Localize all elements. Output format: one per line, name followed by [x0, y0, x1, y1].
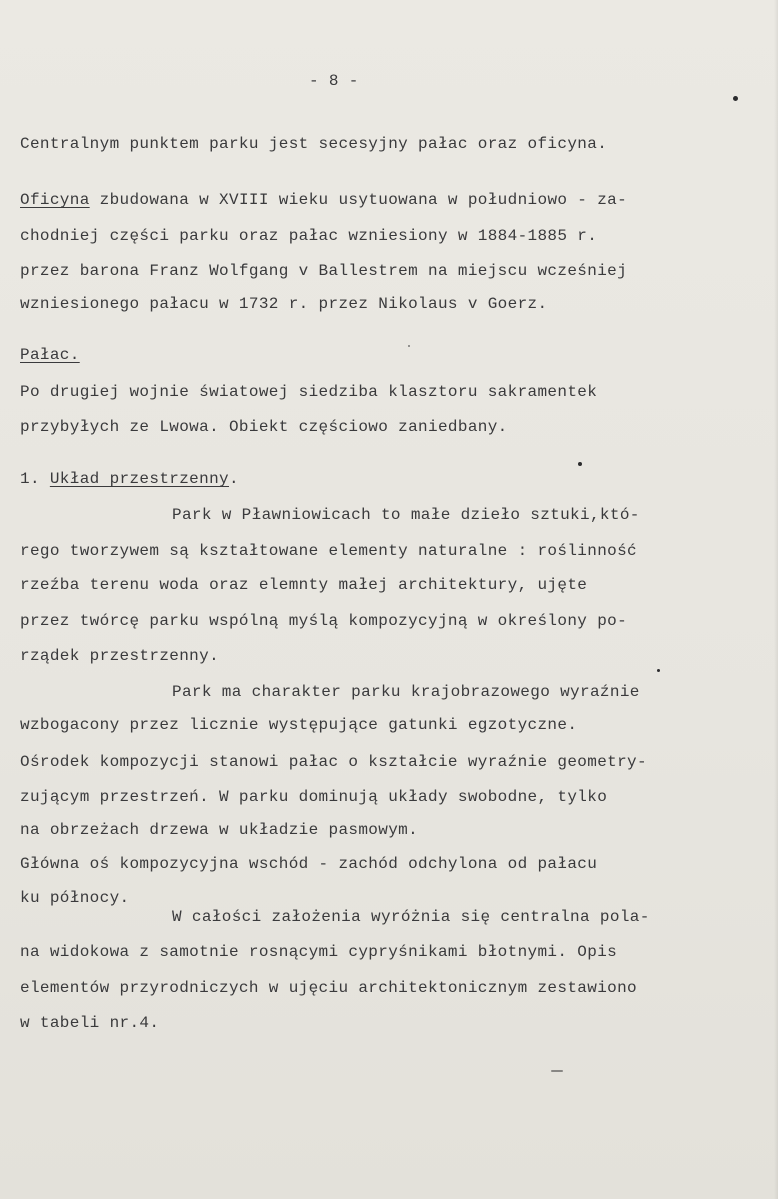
p2-line-2: wzbogacony przez licznie występujące gatunki egzotyczne. — [20, 716, 578, 734]
p2-line-6: Główna oś kompozycyjna wschód - zachód odchylona od pałacu — [20, 855, 598, 873]
section-1-title-end: . — [229, 470, 239, 488]
p3-line-2: na widokowa z samotnie rosnącymi cypryśnikami błotnymi. Opis — [20, 943, 618, 961]
intro-line: Centralnym punktem parku jest secesyjny pałac oraz oficyna. — [20, 135, 608, 153]
oficyna-heading: Oficyna — [20, 191, 90, 209]
p2-line-3: Ośrodek kompozycji stanowi pałac o kształcie wyraźnie geometry- — [20, 753, 647, 771]
p3-line-1: W całości założenia wyróżnia się centralna pola- — [172, 908, 650, 926]
p2-line-7: ku północy. — [20, 889, 130, 907]
oficyna-line-2: chodniej części parku oraz pałac wzniesiony w 1884-1885 r. — [20, 227, 598, 245]
oficyna-line-1-text: zbudowana w XVIII wieku usytuowana w południowo - za- — [89, 191, 628, 209]
p1-line-4: przez twórcę parku wspólną myślą kompozycyjną w określony po- — [20, 612, 628, 630]
p1-line-2: rego tworzywem są kształtowane elementy naturalne : roślinność — [20, 542, 637, 560]
palac-line-2: przybyłych ze Lwowa. Obiekt częściowo zaniedbany. — [20, 418, 508, 436]
p1-line-1: Park w Pławniowicach to małe dzieło sztuki,któ- — [172, 506, 640, 524]
p1-line-3: rzeźba terenu woda oraz elemnty małej architektury, ujęte — [20, 576, 588, 594]
palac-line-1: Po drugiej wojnie światowej siedziba klasztoru sakramentek — [20, 383, 598, 401]
oficyna-line-3: przez barona Franz Wolfgang v Ballestrem na miejscu wcześniej — [20, 262, 628, 280]
oficyna-line-1 — [20, 190, 627, 210]
section-1-title: Układ przestrzenny — [49, 470, 229, 488]
p3-line-4: w tabeli nr.4. — [20, 1014, 160, 1032]
p3-line-3: elementów przyrodniczych w ujęciu architektonicznym zestawiono — [20, 979, 637, 997]
page-number: - 8 - — [309, 72, 359, 90]
p2-line-4: zującym przestrzeń. W parku dominują układy swobodne, tylko — [20, 788, 608, 806]
paper-speck — [733, 96, 738, 101]
page-edge-shadow — [774, 0, 778, 1199]
palac-heading: Pałac. — [20, 346, 80, 364]
paper-speck — [408, 345, 410, 347]
paper-speck — [578, 462, 582, 466]
oficyna-line-4: wzniesionego pałacu w 1732 r. przez Nikolaus v Goerz. — [20, 295, 548, 313]
p2-line-1: Park ma charakter parku krajobrazowego wyraźnie — [172, 683, 640, 701]
paper-speck — [657, 669, 660, 672]
paper-speck — [551, 1070, 563, 1072]
section-1-number: 1. — [20, 470, 40, 488]
section-1-heading — [20, 469, 239, 489]
p1-line-5: rządek przestrzenny. — [20, 647, 220, 665]
p2-line-5: na obrzeżach drzewa w układzie pasmowym. — [20, 821, 419, 839]
